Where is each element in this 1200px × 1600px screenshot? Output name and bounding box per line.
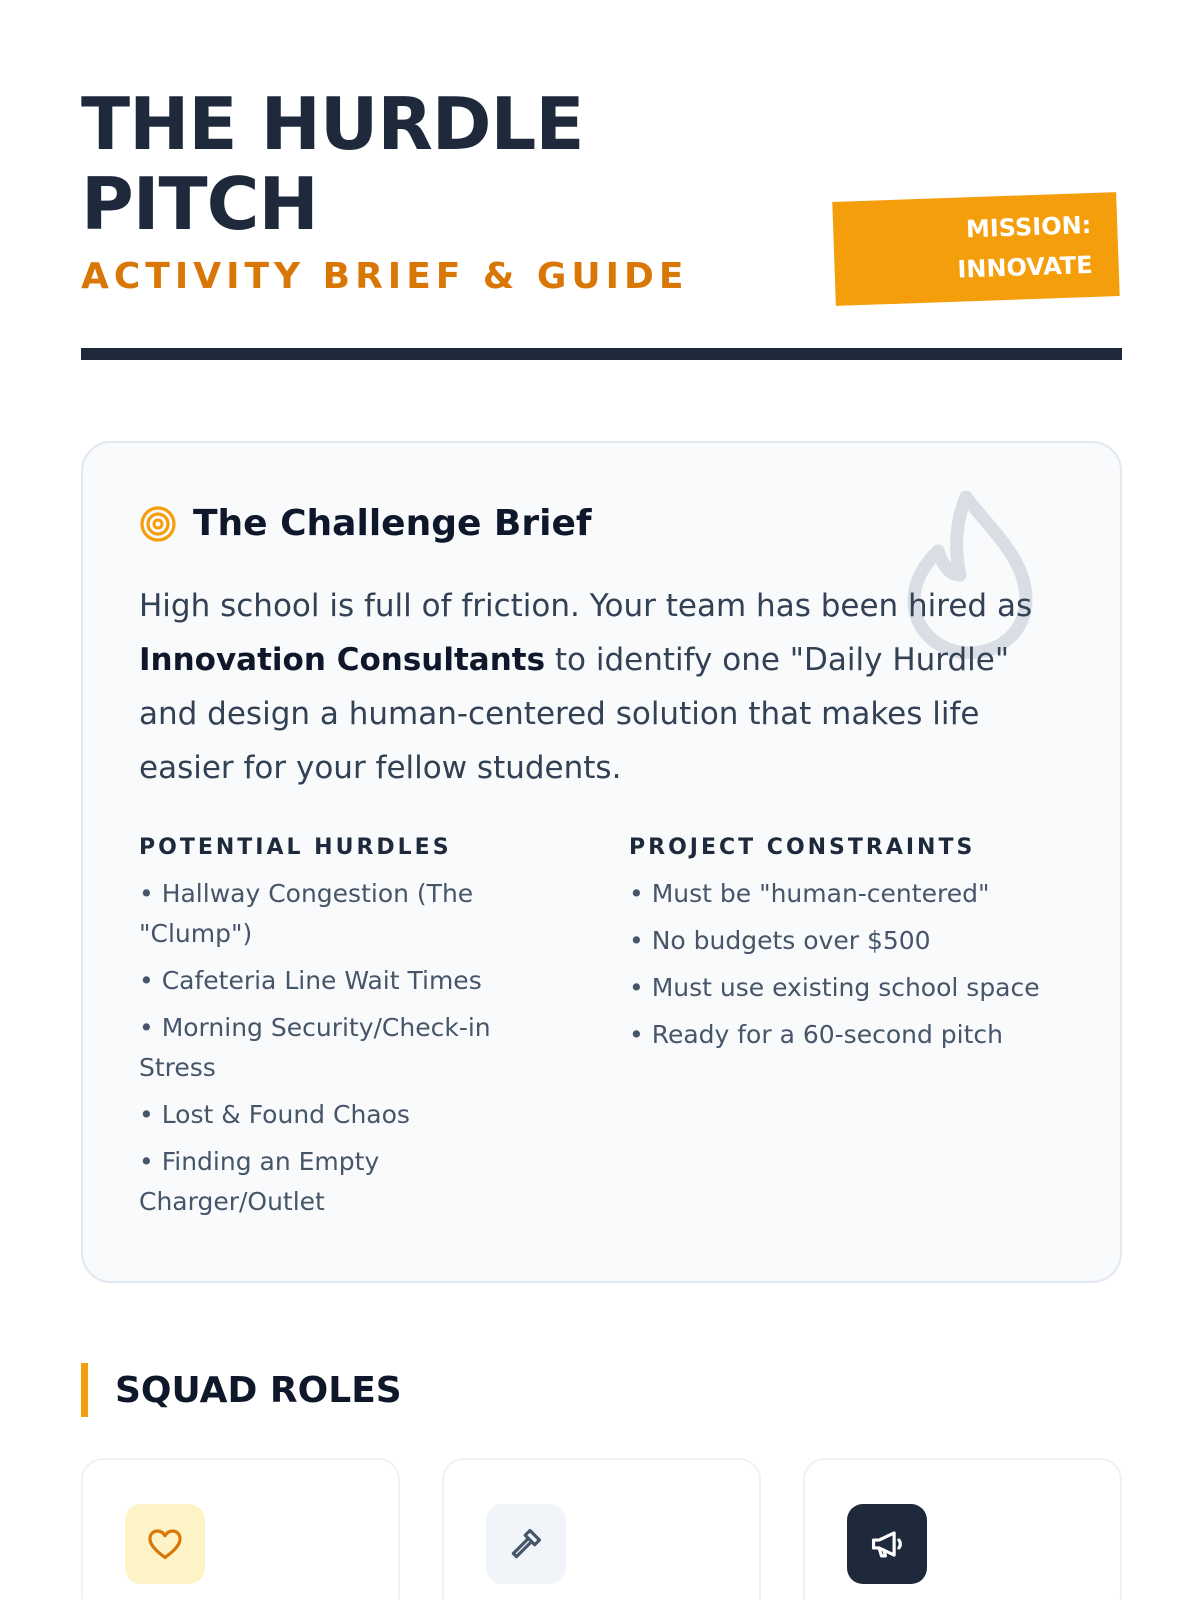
- heart-icon-tile: [125, 1504, 205, 1584]
- project-constraints: [629, 835, 1069, 1062]
- hurdles-heading: POTENTIAL HURDLES: [139, 835, 452, 860]
- role-card: [803, 1458, 1122, 1600]
- hammer-icon-tile: [486, 1504, 566, 1584]
- role-card: [81, 1458, 400, 1600]
- heart-icon: [146, 1525, 184, 1563]
- title-line-2: PITCH: [81, 162, 318, 246]
- list-item: • Must use existing school space: [629, 973, 1040, 1002]
- list-item: • Finding an Empty Charger/Outlet: [139, 1147, 380, 1216]
- brief-text-emphasis: Innovation Consultants: [139, 642, 546, 678]
- list-item: • No budgets over $500: [629, 926, 931, 955]
- list-item: • Hallway Congestion (The "Clump"): [139, 879, 474, 948]
- list-item: • Morning Security/Check-in Stress: [139, 1013, 491, 1082]
- mission-badge: [832, 192, 1119, 306]
- list-item: • Ready for a 60-second pitch: [629, 1020, 1003, 1049]
- brief-description: [139, 579, 1059, 795]
- title-line-1: THE HURDLE: [81, 82, 584, 166]
- list-item: • Cafeteria Line Wait Times: [139, 966, 482, 995]
- megaphone-icon-tile: [847, 1504, 927, 1584]
- hammer-icon: [507, 1525, 545, 1563]
- list-item: • Must be "human-centered": [629, 879, 990, 908]
- role-card: [442, 1458, 761, 1600]
- hurdles-list: [139, 874, 539, 1222]
- brief-text-start: High school is full of friction. Your team has been hired as: [139, 588, 1033, 624]
- squad-roles-heading: SQUAD ROLES: [81, 1363, 402, 1417]
- badge-line-1: MISSION:: [965, 210, 1092, 244]
- brief-header: [139, 503, 592, 544]
- constraints-list: [629, 874, 1069, 1055]
- potential-hurdles: [139, 835, 539, 1229]
- badge-line-2: INNOVATE: [956, 250, 1094, 284]
- header-divider: [81, 348, 1122, 360]
- brief-title: The Challenge Brief: [193, 503, 592, 544]
- constraints-heading: PROJECT CONSTRAINTS: [629, 835, 976, 860]
- brief-text-end: to identify one "Daily Hurdle" and design a human-centered solution that makes life easier for your fellow students.: [139, 642, 1010, 786]
- page-header: [81, 84, 1122, 364]
- page-subtitle: ACTIVITY BRIEF & GUIDE: [81, 256, 689, 297]
- page-title: [81, 84, 781, 244]
- target-icon: [139, 505, 177, 543]
- list-item: • Lost & Found Chaos: [139, 1100, 410, 1129]
- challenge-brief-card: [81, 441, 1122, 1283]
- megaphone-icon: [868, 1525, 906, 1563]
